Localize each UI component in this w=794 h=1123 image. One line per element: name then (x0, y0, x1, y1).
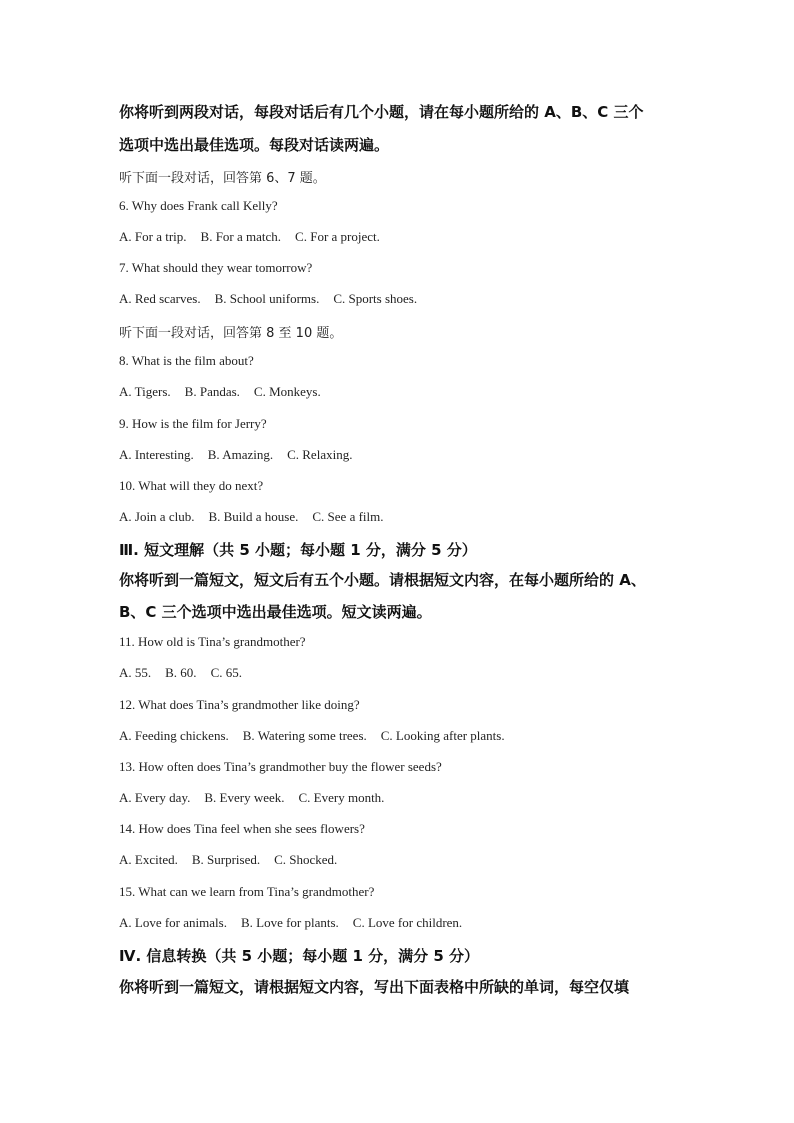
option-b: B. For a match. (200, 229, 282, 244)
section-3-line-2: B、C 三个选项中选出最佳选项。短文读两遍。 (119, 603, 432, 621)
question-8: 8. What is the film about? (119, 353, 254, 368)
section-4-line-1: 你将听到一篇短文，请根据短文内容，写出下面表格中所缺的单词，每空仅填 (119, 978, 630, 996)
option-c: C. Shocked. (274, 852, 338, 867)
option-c: C. Love for children. (352, 915, 463, 930)
option-c: C. Sports shoes. (333, 291, 418, 306)
question-11-options (119, 665, 256, 681)
option-b: B. Watering some trees. (242, 728, 367, 743)
question-9-options (119, 447, 366, 463)
question-7: 7. What should they wear tomorrow? (119, 260, 313, 275)
option-a: A. Feeding chickens. (119, 728, 229, 743)
option-a: A. Love for animals. (119, 915, 227, 930)
option-c: C. Every month. (298, 790, 385, 805)
option-a: A. Red scarves. (119, 291, 201, 306)
option-b: B. Build a house. (208, 509, 299, 524)
section-3-heading: Ⅲ. 短文理解（共 5 小题；每小题 1 分，满分 5 分） (119, 541, 477, 559)
question-13-options (119, 790, 398, 806)
option-c: C. Looking after plants. (380, 728, 505, 743)
question-15: 15. What can we learn from Tina’s grandmother? (119, 884, 375, 899)
option-c: C. For a project. (295, 229, 380, 244)
question-7-options (119, 291, 431, 307)
question-8-options (119, 384, 335, 400)
question-14-options (119, 852, 351, 868)
option-b: B. School uniforms. (214, 291, 320, 306)
dialog2-instruction: 听下面一段对话，回答第 8 至 10 题。 (119, 326, 343, 341)
option-b: B. Every week. (204, 790, 285, 805)
dialog1-instruction: 听下面一段对话，回答第 6、7 题。 (119, 171, 326, 186)
question-9: 9. How is the film for Jerry? (119, 416, 267, 431)
option-a: A. Tigers. (119, 384, 171, 399)
question-6-options (119, 229, 394, 245)
intro-line-1: 你将听到两段对话，每段对话后有几个小题，请在每小题所给的 A、B、C 三个 (119, 103, 644, 121)
option-b: B. 60. (165, 665, 197, 680)
option-b: B. Pandas. (184, 384, 240, 399)
option-a: A. Interesting. (119, 447, 194, 462)
question-13: 13. How often does Tina’s grandmother buy the flower seeds? (119, 759, 442, 774)
option-c: C. Relaxing. (287, 447, 353, 462)
option-c: C. See a film. (312, 509, 384, 524)
question-11: 11. How old is Tina’s grandmother? (119, 634, 306, 649)
option-b: B. Love for plants. (240, 915, 339, 930)
option-a: A. Every day. (119, 790, 191, 805)
question-10-options (119, 509, 398, 525)
option-b: B. Surprised. (191, 852, 261, 867)
option-a: A. Excited. (119, 852, 178, 867)
option-c: C. 65. (210, 665, 242, 680)
question-10: 10. What will they do next? (119, 478, 264, 493)
intro-line-2: 选项中选出最佳选项。每段对话读两遍。 (119, 136, 390, 154)
question-15-options (119, 915, 476, 931)
question-6: 6. Why does Frank call Kelly? (119, 198, 278, 213)
option-c: C. Monkeys. (253, 384, 321, 399)
option-a: A. For a trip. (119, 229, 187, 244)
section-3-line-1: 你将听到一篇短文，短文后有五个小题。请根据短文内容，在每小题所给的 A、 (119, 571, 646, 589)
option-a: A. Join a club. (119, 509, 195, 524)
option-b: B. Amazing. (207, 447, 274, 462)
option-a: A. 55. (119, 665, 152, 680)
section-4-heading: Ⅳ. 信息转换（共 5 小题；每小题 1 分，满分 5 分） (119, 947, 480, 965)
question-12: 12. What does Tina’s grandmother like doing? (119, 697, 360, 712)
question-14: 14. How does Tina feel when she sees flowers? (119, 821, 365, 836)
question-12-options (119, 728, 519, 744)
